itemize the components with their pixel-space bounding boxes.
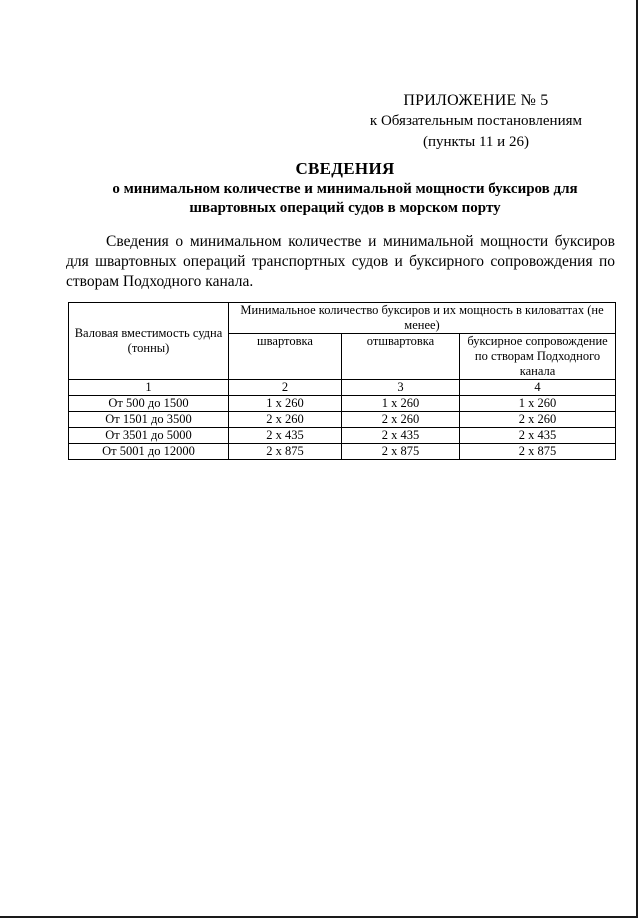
tonnage-cell: От 500 до 1500 bbox=[69, 396, 229, 412]
unmooring-cell: 1 х 260 bbox=[342, 396, 460, 412]
mooring-header: швартовка bbox=[229, 334, 342, 380]
tonnage-cell: От 5001 до 12000 bbox=[69, 444, 229, 460]
intro-paragraph: Сведения о минимальном количестве и минимальной мощности буксиров для швартовных операций транспортных судов и буксирного сопровождения по створам Подходного канала. bbox=[66, 233, 615, 290]
escort-header: буксирное сопровождение по створам Подходного канала bbox=[460, 334, 616, 380]
column-number: 2 bbox=[229, 380, 342, 396]
column-number: 4 bbox=[460, 380, 616, 396]
appendix-title: ПРИЛОЖЕНИЕ № 5 bbox=[403, 92, 549, 109]
column-number-row bbox=[69, 380, 616, 396]
unmooring-cell: 2 х 435 bbox=[342, 428, 460, 444]
table-row bbox=[69, 428, 616, 444]
document-subtitle-line-1: о минимальном количестве и минимальной мощности буксиров для bbox=[112, 181, 578, 197]
tug-requirements-table bbox=[68, 302, 616, 460]
escort-cell: 2 х 260 bbox=[460, 412, 616, 428]
column-number: 3 bbox=[342, 380, 460, 396]
table-row bbox=[69, 444, 616, 460]
column-number: 1 bbox=[69, 380, 229, 396]
appendix-block bbox=[370, 90, 582, 153]
unmooring-cell: 2 х 875 bbox=[342, 444, 460, 460]
unmooring-header: отшвартовка bbox=[342, 334, 460, 380]
table-row bbox=[69, 412, 616, 428]
tonnage-cell: От 1501 до 3500 bbox=[69, 412, 229, 428]
appendix-points: (пункты 11 и 26) bbox=[422, 134, 529, 150]
document-subtitle-line-2: швартовных операций судов в морском порту bbox=[189, 200, 501, 216]
escort-cell: 2 х 875 bbox=[460, 444, 616, 460]
mooring-cell: 2 х 435 bbox=[229, 428, 342, 444]
table-header-row bbox=[69, 303, 616, 334]
mooring-cell: 2 х 875 bbox=[229, 444, 342, 460]
mooring-cell: 1 х 260 bbox=[229, 396, 342, 412]
tonnage-cell: От 3501 до 5000 bbox=[69, 428, 229, 444]
table-row bbox=[69, 396, 616, 412]
unmooring-cell: 2 х 260 bbox=[342, 412, 460, 428]
mooring-cell: 2 х 260 bbox=[229, 412, 342, 428]
escort-cell: 2 х 435 bbox=[460, 428, 616, 444]
document-heading bbox=[60, 158, 630, 218]
tug-group-header: Минимальное количество буксиров и их мощность в киловаттах (не менее) bbox=[229, 303, 616, 334]
escort-cell: 1 х 260 bbox=[460, 396, 616, 412]
document-title: СВЕДЕНИЯ bbox=[295, 159, 395, 178]
gross-tonnage-header: Валовая вместимость судна (тонны) bbox=[69, 303, 229, 380]
appendix-reference: к Обязательным постановлениям bbox=[369, 113, 582, 129]
